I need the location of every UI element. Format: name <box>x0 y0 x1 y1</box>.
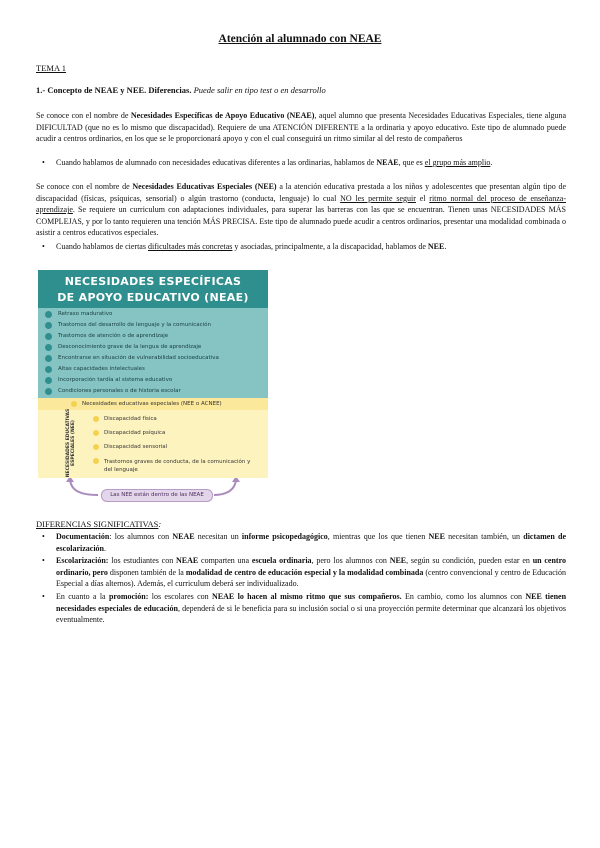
neae-item: Altas capacidades intelectuales <box>58 366 145 372</box>
difference-promocion: • En cuanto a la promoción: los escolares con NEAE lo hacen al mismo ritmo que sus compañeros. En cambio, como los alumnos con NEE tienen necesidades especiales de educación, dependerá de si le beneficia para su inclusión social o si una proyección permite determinar que alcanzará los objetivos eventualmente. <box>56 591 566 626</box>
difference-documentation: • Documentación: los alumnos con NEAE necesitan un informe psicopedagógico, mientras que los que tienen NEE necesitan también, un dictamen de escolarización. <box>56 531 566 554</box>
nee-side-label: NECESIDADES EDUCATIVAS ESPECIALES (NEE) <box>66 408 76 478</box>
diagram-heading: NECESIDADES ESPECÍFICAS DE APOYO EDUCATIVO (NEAE) <box>38 270 268 308</box>
differences-heading: DIFERENCIAS SIGNIFICATIVAS: <box>36 519 162 529</box>
section-label: TEMA 1 <box>36 63 66 73</box>
document-title: Atención al alumnado con NEAE <box>218 33 382 45</box>
bullet-neae: • Cuando hablamos de alumnado con necesidades educativas diferentes a las ordinarias, hablamos de NEAE, que es el grupo más amplio. <box>56 157 566 169</box>
nee-panel <box>38 398 268 478</box>
question-heading <box>36 85 326 95</box>
nee-item: Discapacidad psíquica <box>104 430 166 436</box>
paragraph-neae: Se conoce con el nombre de Necesidades Específicas de Apoyo Educativo (NEAE), aquel alumno que presenta Necesidades Educativas Especiales, tiene alguna DIFICULTAD (que no es lo mismo que discapacidad). Requiere de una ATENCIÓN DIFERENTE a la ordinaria y apoyo educativo. Este tipo de alumnado puede acudir a centros ordinarios, en los que se le proporcionará apoyo y con el cual conseguirá un ritmo similar al del resto de compañeros <box>36 111 566 144</box>
neae-item: Retraso madurativo <box>58 311 113 317</box>
neae-item: Condiciones personales o de historia escolar <box>58 388 181 394</box>
diagram-caption: Las NEE están dentro de las NEAE <box>101 489 213 502</box>
difference-escolarizacion: • Escolarización: los estudiantes con NEAE comparten una escuela ordinaria, pero los alumnos con NEE, según su condición, pueden estar en un centro ordinario, pero disponen también de la modalidad de centro de educación especial y la modalidad combinada (centro convencional y centro de Educación Especial a días alternos). Además, el curriculum deberá ser individualizado. <box>56 555 566 590</box>
neae-panel <box>38 270 268 398</box>
neae-item: Desconocimiento grave de la lengua de aprendizaje <box>58 344 202 350</box>
neae-item: Incorporación tardía al sistema educativo <box>58 377 173 383</box>
question-title: Concepto de NEAE y NEE. Diferencias. <box>47 85 192 95</box>
neae-item: Encontrarse en situación de vulnerabilidad socioeducativa <box>58 355 219 361</box>
diagram-footer <box>38 478 268 506</box>
paragraph-nee: Se conoce con el nombre de Necesidades Educativas Especiales (NEE) a la atención educativa prestada a los niños y adolescentes que presentan algún tipo de discapacidad (físicas, psíquicas, sensorial) o algún trastorno (conducta, lenguaje) lo cual NO les permite seguir el ritmo normal del proceso de enseñanza-aprendizaje. Se requiere un curriculum con adaptaciones individuales, para superar las barreras con las que se encuentran. Tienen unas NECESIDADES MÁS COMPLEJAS, y por lo tanto requieren una tención MÁS PRECISA. Este tipo de alumnado puede acudir a centros ordinarios, presentar una modalidad combinada o asistir a centros educativos especiales. <box>36 182 567 238</box>
nee-header: Necesidades educativas especiales (NEE o ACNEE) <box>82 401 222 407</box>
neae-diagram <box>38 270 268 506</box>
nee-item: Trastornos graves de conducta, de la comunicación y del lenguaje <box>104 458 254 474</box>
neae-item: Trastornos del desarrollo de lenguaje y la comunicación <box>58 322 212 328</box>
bullet-nee: • Cuando hablamos de ciertas dificultades más concretas y asociadas, principalmente, a la discapacidad, hablamos de NEE. <box>56 241 566 253</box>
question-note: Puede salir en tipo test o en desarrollo <box>193 85 326 95</box>
neae-item: Trastornos de atención o de aprendizaje <box>58 333 169 339</box>
nee-item: Discapacidad sensorial <box>104 444 168 450</box>
nee-item: Discapacidad física <box>104 416 157 422</box>
question-number: 1.- <box>36 85 46 95</box>
